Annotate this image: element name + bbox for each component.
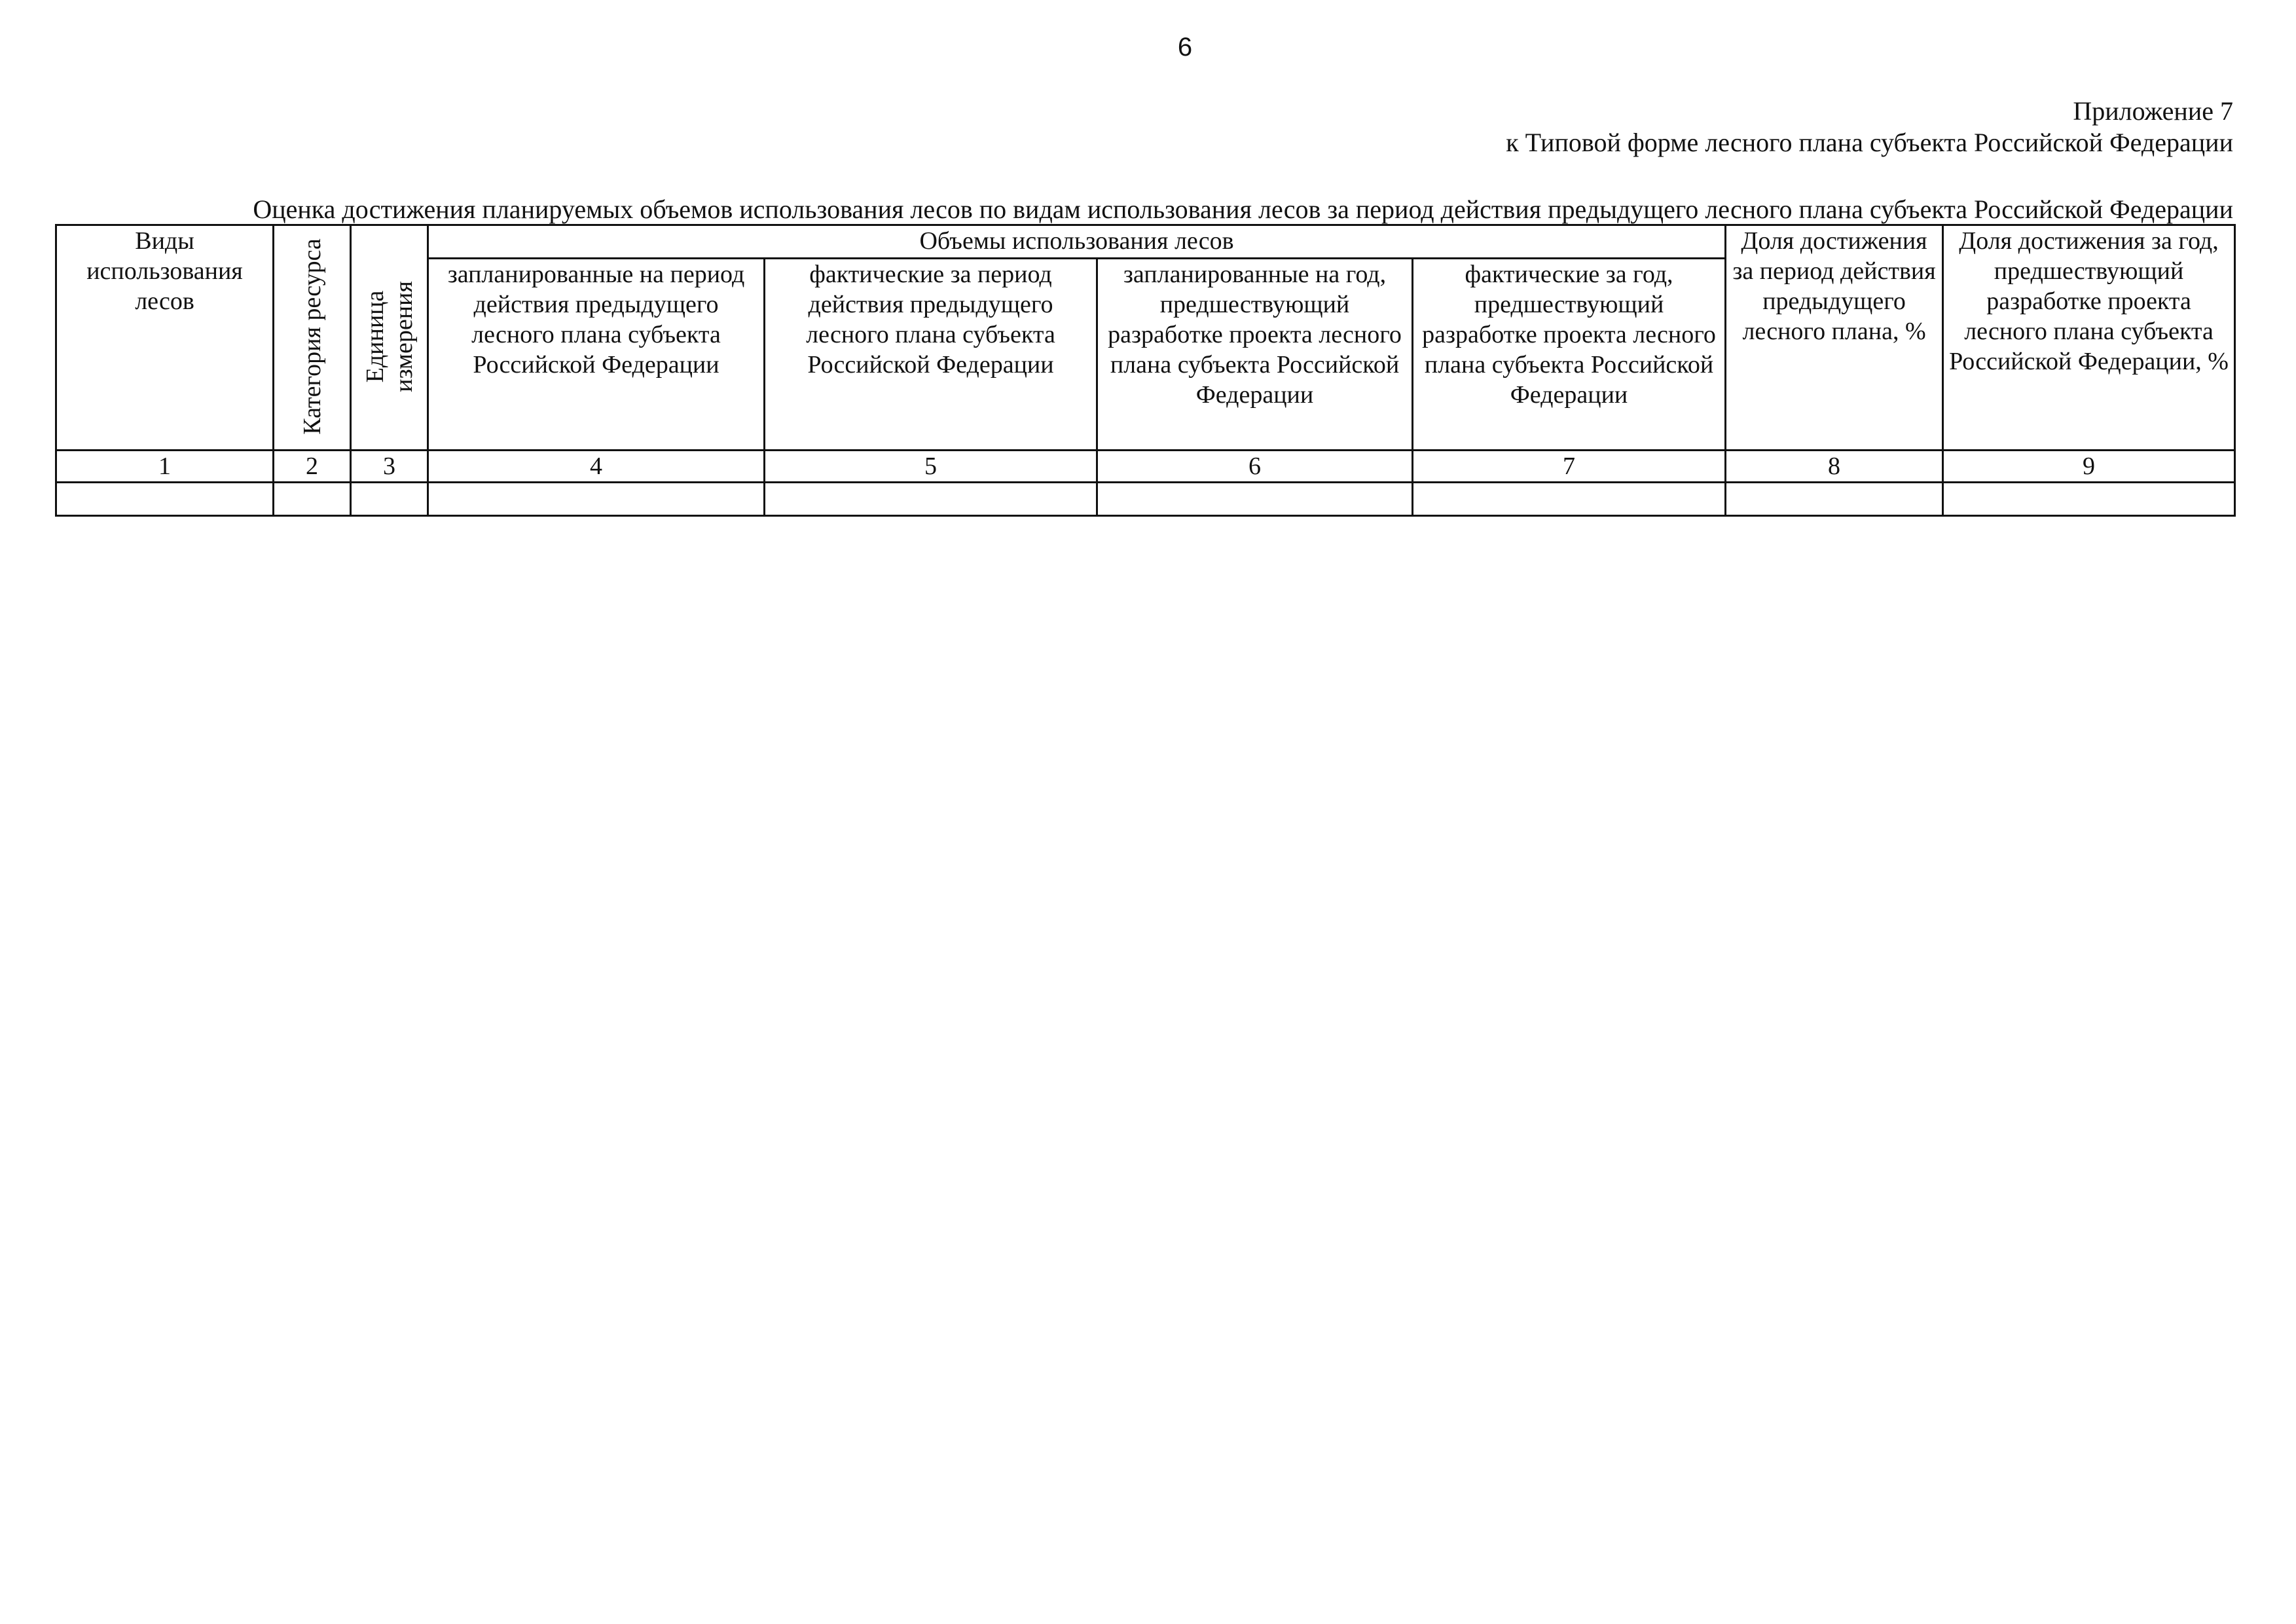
- empty-cell: [765, 483, 1097, 516]
- page-number: 6: [1177, 33, 1193, 62]
- header-unit-text: Единица измерения: [361, 281, 418, 392]
- header-forest-use-volumes: Объемы использования лесов: [428, 225, 1726, 259]
- header-planned-year: запланированные на год, предшествующий разработке проекта лесного плана субъекта Российской Федерации: [1097, 259, 1413, 451]
- header-planned-period: запланированные на период действия предыдущего лесного плана субъекта Российской Федерации: [428, 259, 765, 451]
- annex-title: Приложение 7: [2073, 96, 2233, 126]
- empty-cell: [428, 483, 765, 516]
- column-number: 4: [428, 451, 765, 483]
- header-unit: [351, 225, 428, 451]
- column-number: 7: [1413, 451, 1726, 483]
- empty-data-row: [56, 483, 2235, 516]
- header-actual-year: фактические за год, предшествующий разработке проекта лесного плана субъекта Российской Федерации: [1413, 259, 1726, 451]
- column-number: 5: [765, 451, 1097, 483]
- column-number: 3: [351, 451, 428, 483]
- empty-cell: [1943, 483, 2235, 516]
- header-resource-category: [274, 225, 351, 451]
- table-title: Оценка достижения планируемых объемов использования лесов по видам использования лесов за период действия предыдущего лесного плана субъекта Российской Федерации: [253, 194, 2233, 224]
- annex-reference: [1506, 96, 2233, 158]
- column-number: 2: [274, 451, 351, 483]
- forest-use-assessment-table: [55, 224, 2236, 517]
- header-forest-use-types: Виды использования лесов: [56, 225, 274, 451]
- column-number: 9: [1943, 451, 2235, 483]
- column-number: 6: [1097, 451, 1413, 483]
- empty-cell: [1726, 483, 1943, 516]
- column-number: 8: [1726, 451, 1943, 483]
- header-share-year: Доля достижения за год, предшествующий разработке проекта лесного плана субъекта Российской Федерации, %: [1943, 225, 2235, 451]
- header-share-period: Доля достижения за период действия предыдущего лесного плана, %: [1726, 225, 1943, 451]
- column-number-row: [56, 451, 2235, 483]
- header-actual-period: фактические за период действия предыдущего лесного плана субъекта Российской Федерации: [765, 259, 1097, 451]
- empty-cell: [1413, 483, 1726, 516]
- header-resource-category-text: Категория ресурса: [298, 238, 326, 435]
- empty-cell: [274, 483, 351, 516]
- column-number: 1: [56, 451, 274, 483]
- empty-cell: [56, 483, 274, 516]
- empty-cell: [1097, 483, 1413, 516]
- annex-subtitle: к Типовой форме лесного плана субъекта Российской Федерации: [1506, 128, 2233, 157]
- empty-cell: [351, 483, 428, 516]
